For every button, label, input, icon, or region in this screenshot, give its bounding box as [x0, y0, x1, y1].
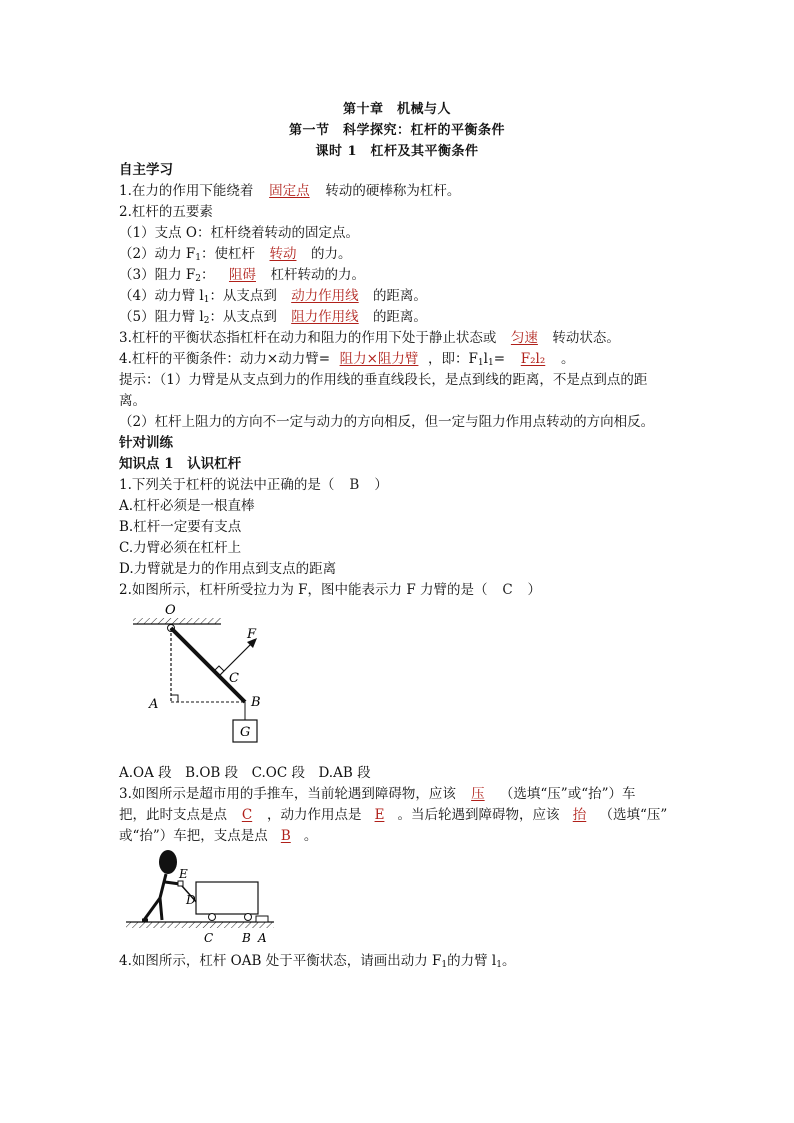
- t2: 2.如图所示，杠杆所受拉力为 F，图中能表示力 F 力臂的是（ C ）: [119, 582, 541, 598]
- ground-hatch: [126, 922, 274, 928]
- answer-blank: 固定点: [269, 183, 310, 199]
- handle-grip: [178, 881, 183, 886]
- rear-wheel-icon: [209, 914, 216, 921]
- q2-1: （1）支点 O：杠杆绕着转动的固定点。: [119, 225, 359, 241]
- cart-body: [196, 882, 258, 914]
- answer-blank: 动力作用线: [291, 288, 359, 304]
- section-title: 第一节 科学探究：杠杆的平衡条件: [288, 123, 505, 138]
- answer-blank: 阻力作用线: [291, 309, 359, 325]
- t3-line-3: 或“抬”）车把，支点是点 B 。: [119, 828, 318, 844]
- t1: 1.下列关于杠杆的说法中正确的是（ B ）: [119, 477, 388, 493]
- answer-blank: F₂l₂: [520, 351, 546, 367]
- self-study-heading: 自主学习: [119, 162, 173, 178]
- answer-blank: E: [374, 807, 385, 823]
- person-body: [160, 874, 166, 898]
- q2-5: （5）阻力臂 $l_2$：从支点到 阻力作用线 的距离。: [119, 309, 427, 326]
- q4: 4.杠杆的平衡条件：动力×动力臂= 阻力×阻力臂 ，即：$F_1l_1= F_2l_2$ 。: [119, 351, 575, 368]
- person-leg-back: [144, 898, 160, 920]
- t4: 4.如图所示，杠杆 OAB 处于平衡状态，请画出动力 $F_1$的力臂 $l_1$。: [119, 953, 516, 970]
- t2-options: A.OA 段 B.OB 段 C.OC 段 D.AB 段: [119, 765, 371, 781]
- arm-oc: [171, 628, 219, 676]
- label-c: C: [229, 671, 239, 686]
- chapter-title: 第十章 机械与人: [342, 102, 451, 117]
- q2: 2.杠杆的五要素: [119, 204, 213, 220]
- tip-1: 提示：（1）力臂是从支点到力的作用线的垂直线段长，是点到线的距离，不是点到点的距: [119, 372, 648, 388]
- knowledge-point-1: 知识点 1 认识杠杆: [119, 456, 242, 472]
- lever-figure: [125, 600, 285, 750]
- label-o: O: [165, 603, 176, 618]
- label-b: B: [242, 931, 251, 945]
- answer: C: [502, 582, 513, 598]
- t1-option-b: B.杠杆一定要有支点: [119, 519, 242, 535]
- label-f: F: [247, 627, 257, 642]
- answer-blank: 匀速: [510, 330, 538, 346]
- q2-2: （2）动力 $F_1$：使杠杆 转动 的力。: [119, 246, 352, 263]
- answer: B: [349, 477, 360, 493]
- answer-blank: 阻碍: [228, 267, 256, 283]
- answer-blank: 抬: [572, 807, 587, 823]
- t1-option-d: D.力臂就是力的作用点到支点的距离: [119, 561, 337, 577]
- tip-2: （2）杠杆上阻力的方向不一定与动力的方向相反，但一定与阻力作用点转动的方向相反。: [119, 414, 655, 430]
- q1: 1.在力的作用下能绕着 固定点 转动的硬棒称为杠杆。: [119, 183, 461, 199]
- answer-blank: 阻力×阻力臂: [339, 351, 419, 367]
- label-c: C: [204, 931, 214, 945]
- training-heading: 针对训练: [119, 435, 173, 451]
- person-head: [159, 850, 177, 874]
- right-angle-a: [171, 695, 178, 702]
- front-wheel-icon: [245, 914, 252, 921]
- ceiling-hatch: [133, 618, 221, 624]
- answer-blank: B: [280, 828, 291, 844]
- label-d: D: [186, 893, 196, 907]
- answer-blank: 转动: [269, 246, 297, 262]
- obstacle: [256, 916, 268, 922]
- label-a: A: [258, 931, 267, 945]
- t1-option-a: A.杠杆必须是一根直棒: [119, 498, 255, 514]
- tip-1-cont: 离。: [119, 393, 146, 409]
- q2-4: （4）动力臂 $l_1$：从支点到 动力作用线 的距离。: [119, 288, 427, 305]
- lesson-title: 课时 1 杠杆及其平衡条件: [315, 144, 479, 159]
- label-g: G: [240, 725, 251, 740]
- q3: 3.杠杆的平衡状态指杠杆在动力和阻力的作用下处于静止状态或 匀速 转动状态。: [119, 330, 620, 346]
- t3-line-2: 把，此时支点是点 C ，动力作用点是 E 。当后轮遇到障碍物，应该 抬 （选填“压”: [119, 807, 668, 823]
- t3-line-1: 3.如图所示是超市用的手推车，当前轮遇到障碍物，应该 压 （选填“压”或“抬”）车: [119, 786, 636, 802]
- t1-option-c: C.力臂必须在杠杆上: [119, 540, 242, 556]
- person-leg-front: [160, 898, 162, 920]
- label-b: B: [251, 695, 261, 710]
- q2-3: （3）阻力 $F_2$： 阻碍 杠杆转动的力。: [119, 267, 365, 284]
- answer-blank: C: [241, 807, 253, 823]
- label-e: E: [179, 867, 188, 881]
- label-a: A: [149, 697, 159, 712]
- cart-figure: [122, 846, 282, 946]
- answer-blank: 压: [471, 786, 485, 802]
